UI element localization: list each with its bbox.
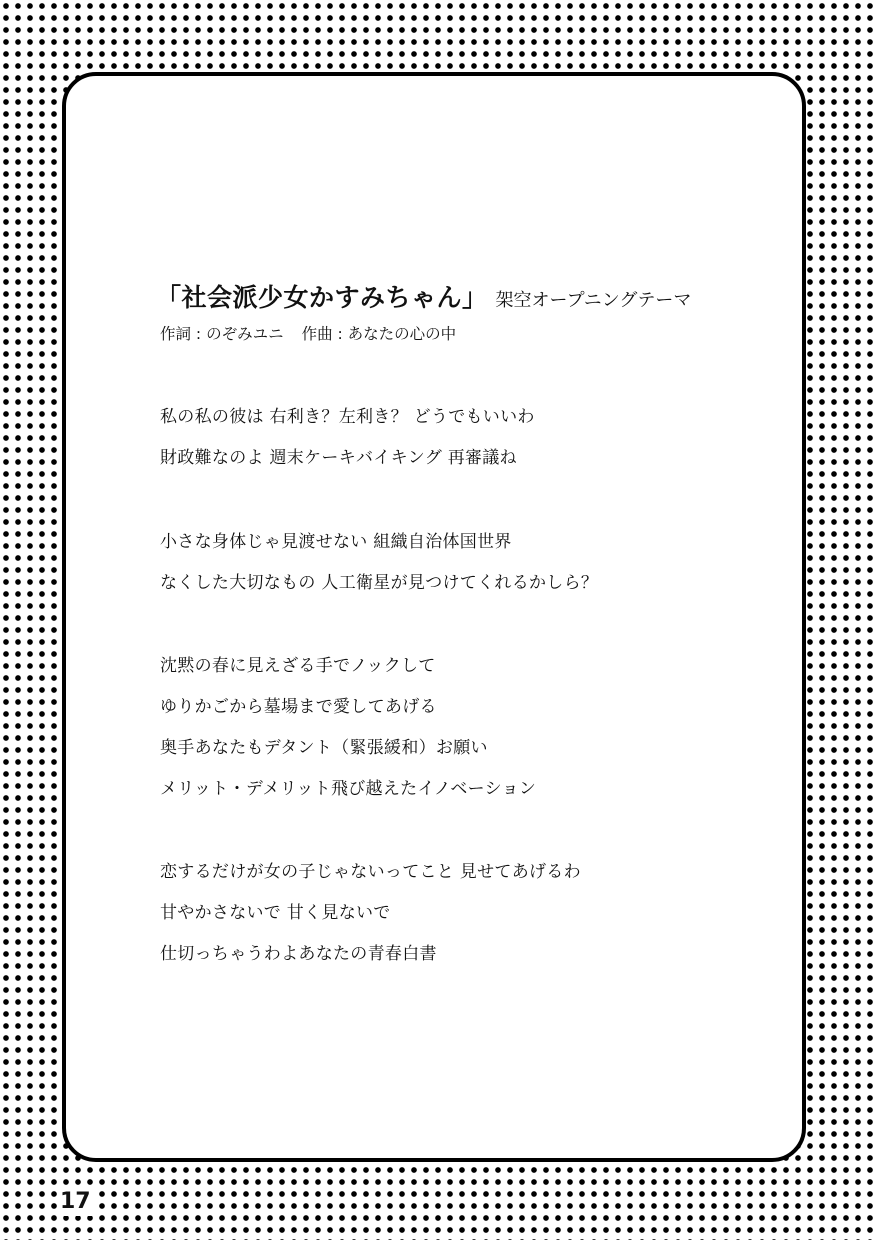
composer-credit: 作曲 : あなたの心の中 — [301, 325, 457, 343]
page-number: 17 — [60, 1189, 91, 1214]
lyric-line: 私の私の彼は 右利き？左利き？ どうでもいいわ — [160, 407, 535, 427]
song-title: 「社会派少女かすみちゃん」 — [156, 283, 488, 312]
lyric-line: なくした大切なもの 人工衛星が見つけてくれるかしら？ — [160, 573, 599, 593]
content-panel — [62, 72, 806, 1162]
lyric-line: メリット・デメリット飛び越えたイノベーション — [160, 779, 537, 799]
song-title-row — [156, 278, 691, 314]
credits — [160, 322, 456, 344]
lyric-line: 恋するだけが女の子じゃないってこと 見せてあげるわ — [160, 862, 581, 882]
lyric-line: 沈黙の春に見えざる手でノックして — [160, 656, 436, 676]
song-subtitle: 架空オープニングテーマ — [495, 290, 692, 311]
lyric-line: 小さな身体じゃ見渡せない 組織自治体国世界 — [160, 532, 512, 552]
lyric-line: 奥手あなたもデタント（緊張緩和）お願い — [160, 738, 488, 758]
lyricist-credit: 作詞 : のぞみユニ — [160, 325, 284, 343]
lyric-line: ゆりかごから墓場まで愛してあげる — [160, 697, 437, 717]
lyric-line: 仕切っちゃうわよあなたの青春白書 — [160, 944, 437, 964]
lyric-line: 甘やかさないで 甘く見ないで — [160, 903, 391, 923]
lyric-line: 財政難なのよ 週末ケーキバイキング 再審議ね — [160, 448, 517, 468]
